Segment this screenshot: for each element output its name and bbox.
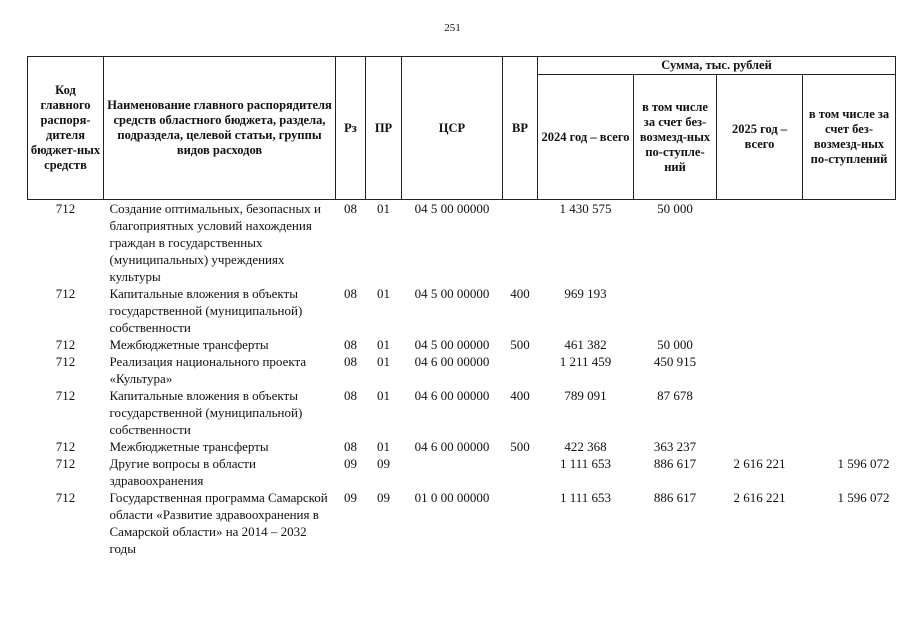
row-csr: 04 6 00 00000 — [414, 388, 490, 403]
row-vr: 400 — [510, 388, 530, 403]
row-2024-total: 1 430 575 — [559, 201, 612, 216]
row-2024-gratuitous — [634, 285, 717, 336]
header-name: Наименование главного распорядителя средств областного бюджета, раздела, подраздела, целевой статьи, группы видов расходов — [104, 57, 336, 200]
header-csr: ЦСР — [402, 57, 503, 200]
row-vr: 500 — [510, 337, 530, 352]
row-2024-gratuitous: 886 617 — [653, 490, 697, 505]
row-code: 712 — [55, 354, 76, 369]
row-rz: 08 — [344, 388, 357, 403]
row-2025-gratuitous — [803, 285, 896, 336]
row-2024-gratuitous: 50 000 — [657, 201, 693, 216]
table-row — [28, 285, 896, 336]
row-2025-total — [717, 387, 803, 438]
row-vr — [503, 200, 538, 286]
row-csr — [402, 455, 503, 489]
budget-table — [27, 56, 896, 557]
header-2025-gratuitous: в том числе за счет без-возмезд-ных по-ступлений — [803, 75, 896, 200]
row-2025-total — [717, 438, 803, 455]
row-2025-gratuitous — [803, 200, 896, 286]
row-rz: 08 — [344, 337, 357, 352]
table-row — [28, 438, 896, 455]
row-name: Другие вопросы в области здравоохранения — [109, 456, 256, 488]
row-csr: 04 5 00 00000 — [414, 286, 490, 301]
row-code: 712 — [55, 439, 76, 454]
row-csr: 04 6 00 00000 — [414, 354, 490, 369]
row-csr: 04 6 00 00000 — [414, 439, 490, 454]
header-2024-gratuitous: в том числе за счет без-возмезд-ных по-ступле-ний — [634, 75, 717, 200]
row-pr: 01 — [377, 388, 390, 403]
table-row — [28, 200, 896, 286]
row-pr: 09 — [377, 456, 390, 471]
row-vr — [503, 353, 538, 387]
row-rz: 08 — [344, 439, 357, 454]
row-2025-gratuitous: 1 596 072 — [837, 490, 890, 505]
row-name: Создание оптимальных, безопасных и благоприятных условий нахождения граждан в государственных (муниципальных) учреждениях культуры — [109, 201, 321, 284]
row-rz: 09 — [344, 456, 357, 471]
page-number: 251 — [444, 22, 461, 34]
table-row — [28, 455, 896, 489]
header-rz: Рз — [336, 57, 366, 200]
row-2024-total: 1 111 653 — [559, 456, 612, 471]
row-pr: 01 — [377, 354, 390, 369]
row-2024-gratuitous: 87 678 — [657, 388, 693, 403]
row-2025-total — [717, 336, 803, 353]
row-vr — [503, 455, 538, 489]
row-2024-gratuitous: 886 617 — [653, 456, 697, 471]
table-row — [28, 489, 896, 557]
table-row — [28, 353, 896, 387]
row-rz: 08 — [344, 286, 357, 301]
row-2024-total: 789 091 — [564, 388, 607, 403]
row-2025-total: 2 616 221 — [733, 490, 786, 505]
row-name: Капитальные вложения в объекты государственной (муниципальной) собственности — [109, 388, 303, 437]
row-2025-total — [717, 285, 803, 336]
row-rz: 08 — [344, 354, 357, 369]
row-2024-total: 1 111 653 — [559, 490, 612, 505]
row-2024-total: 422 368 — [564, 439, 607, 454]
row-2025-gratuitous: 1 596 072 — [837, 456, 890, 471]
row-2025-total: 2 616 221 — [733, 456, 786, 471]
row-vr: 400 — [510, 286, 530, 301]
row-code: 712 — [55, 388, 76, 403]
table-row — [28, 387, 896, 438]
row-code: 712 — [55, 286, 76, 301]
row-2025-total — [717, 200, 803, 286]
row-csr: 04 5 00 00000 — [414, 337, 490, 352]
row-2024-total: 461 382 — [564, 337, 607, 352]
row-2025-gratuitous — [803, 438, 896, 455]
row-pr: 01 — [377, 201, 390, 216]
row-2025-total — [717, 353, 803, 387]
header-vr: ВР — [503, 57, 538, 200]
row-pr: 01 — [377, 337, 390, 352]
row-2024-gratuitous: 363 237 — [653, 439, 697, 454]
row-code: 712 — [55, 456, 76, 471]
header-2025-total: 2025 год – всего — [717, 75, 803, 200]
row-2025-gratuitous — [803, 387, 896, 438]
header-code: Код главного распоря-дителя бюджет-ных средств — [28, 57, 104, 200]
row-name: Государственная программа Самарской области «Развитие здравоохранения в Самарской области» на 2014 – 2032 годы — [109, 490, 328, 556]
row-vr — [503, 489, 538, 557]
row-2025-gratuitous — [803, 336, 896, 353]
row-2024-total: 969 193 — [564, 286, 607, 301]
row-code: 712 — [55, 490, 76, 505]
row-name: Капитальные вложения в объекты государственной (муниципальной) собственности — [109, 286, 303, 335]
row-name: Реализация национального проекта «Культура» — [109, 354, 307, 386]
table-body — [28, 200, 896, 558]
row-pr: 01 — [377, 439, 390, 454]
row-name: Межбюджетные трансферты — [109, 337, 269, 352]
row-rz: 09 — [344, 490, 357, 505]
row-2024-gratuitous: 450 915 — [653, 354, 697, 369]
row-code: 712 — [55, 201, 76, 216]
row-csr: 04 5 00 00000 — [414, 201, 490, 216]
table-header — [28, 57, 896, 200]
row-2024-gratuitous: 50 000 — [657, 337, 693, 352]
row-pr: 01 — [377, 286, 390, 301]
row-2024-total: 1 211 459 — [559, 354, 612, 369]
header-pr: ПР — [366, 57, 402, 200]
row-code: 712 — [55, 337, 76, 352]
header-sum-group: Сумма, тыс. рублей — [538, 57, 896, 75]
row-csr: 01 0 00 00000 — [414, 490, 490, 505]
row-vr: 500 — [510, 439, 530, 454]
header-2024-total: 2024 год – всего — [538, 75, 634, 200]
row-name: Межбюджетные трансферты — [109, 439, 269, 454]
row-rz: 08 — [344, 201, 357, 216]
row-2025-gratuitous — [803, 353, 896, 387]
row-pr: 09 — [377, 490, 390, 505]
table-row — [28, 336, 896, 353]
